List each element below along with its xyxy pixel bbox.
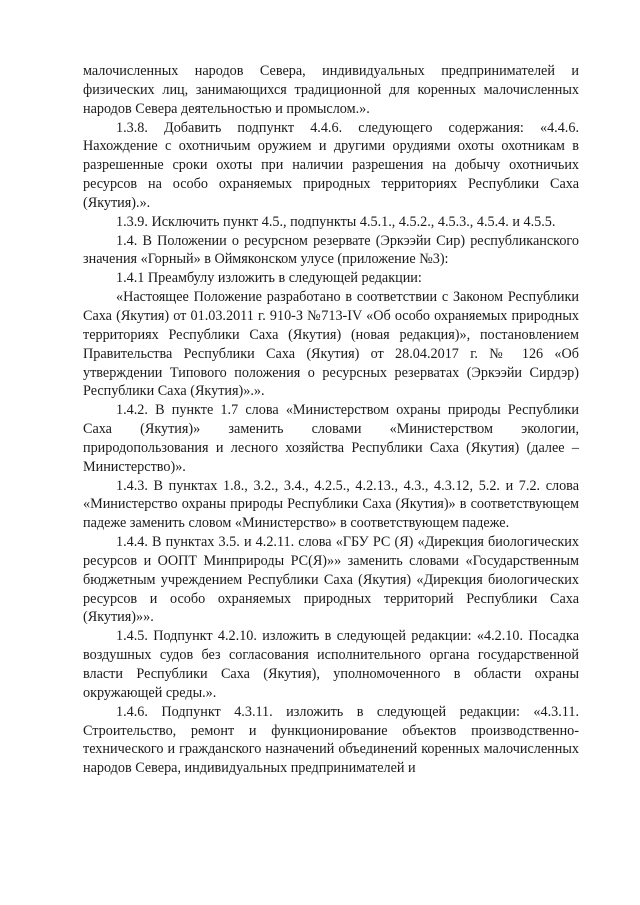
paragraph-1-4-3: 1.4.3. В пунктах 1.8., 3.2., 3.4., 4.2.5., 4.2.13., 4.3., 4.3.12, 5.2. и 7.2. слова «Министерство охраны природы Республики Саха (Якутия)» в соответствующем падеже заменить словом «Министерство» в соответствующем падеже. <box>83 477 579 532</box>
paragraph-1-4-1: 1.4.1 Преамбулу изложить в следующей редакции: <box>116 270 422 287</box>
document-body <box>83 62 579 778</box>
paragraph-1-4-6: 1.4.6. Подпункт 4.3.11. изложить в следующей редакции: «4.3.11. Строительство, ремонт и функционирование объектов производственно-технического и гражданского назначений объединений коренных малочисленных народов Севера, индивидуальных предпринимателей и <box>83 703 579 777</box>
paragraph-1-4-4: 1.4.4. В пунктах 3.5. и 4.2.11. слова «ГБУ РС (Я) «Дирекция биологических ресурсов и ООПТ Минприроды РС(Я)»» заменить словами «Государственным бюджетным учреждением Республики Саха (Якутия) «Дирекция биологических ресурсов и особо охраняемых природных территорий Республики Саха (Якутия)»». <box>83 534 579 626</box>
paragraph-preamble-quote: «Настоящее Положение разработано в соответствии с Законом Республики Саха (Якутия) от 01.03.2011 г. 910-З №713-IV «Об особо охраняемых природных территориях Республики Саха (Якутия) (новая редакция)», постановлением Правительства Республики Саха (Якутия) от 28.04.2017 г. № 126 «Об утверждении Типового положения о ресурсных резерватах (Эркээйи Сирдэр) Республики Саха (Якутия)».». <box>83 289 579 400</box>
paragraph-1-3-9: 1.3.9. Исключить пункт 4.5., подпункты 4.5.1., 4.5.2., 4.5.3., 4.5.4. и 4.5.5. <box>116 213 556 230</box>
paragraph-1-3-8: 1.3.8. Добавить подпункт 4.4.6. следующего содержания: «4.4.6. Нахождение с охотничьим оружием и другими орудиями охоты охотникам в разрешенные сроки охоты при наличии разрешения на добычу охотничьих ресурсов на особо охраняемых природных территориях Республики Саха (Якутия).». <box>83 119 579 211</box>
paragraph-continuation: малочисленных народов Севера, индивидуальных предпринимателей и физических лиц, занимающихся традиционной для коренных малочисленных народов Севера деятельностью и промыслом.». <box>83 63 579 117</box>
paragraph-1-4-2: 1.4.2. В пункте 1.7 слова «Министерством охраны природы Республики Саха (Якутия)» заменить словами «Министерством экологии, природопользования и лесного хозяйства Республики Саха (Якутия) (далее – Министерство)». <box>83 402 579 475</box>
paragraph-1-4: 1.4. В Положении о ресурсном резервате (Эркээйи Сир) республиканского значения «Горный» в Оймяконском улусе (приложение №3): <box>83 232 579 268</box>
paragraph-1-4-5: 1.4.5. Подпункт 4.2.10. изложить в следующей редакции: «4.2.10. Посадка воздушных судов без согласования исполнительного органа государственной власти Республики Саха (Якутия), уполномоченного в области охраны окружающей среды.». <box>83 628 579 701</box>
